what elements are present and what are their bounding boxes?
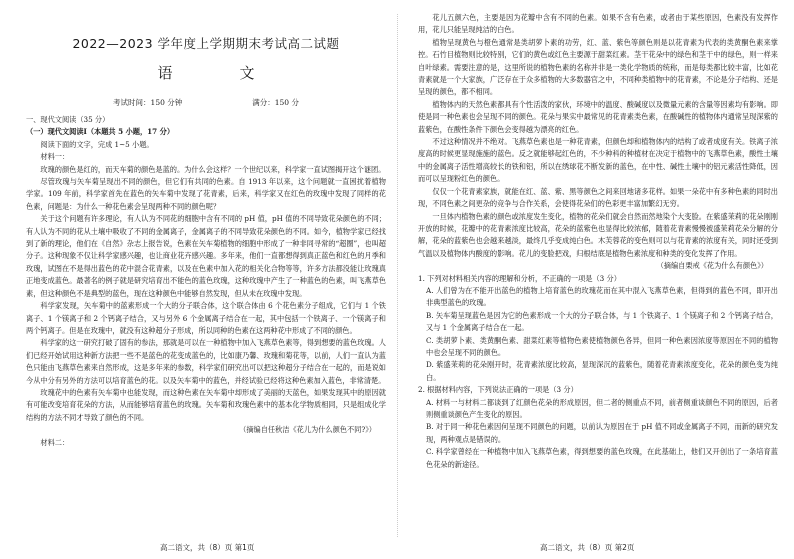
section-heading: 一、现代文阅读（35 分）: [26, 115, 110, 124]
material-one-label: 材料一：: [40, 152, 70, 162]
reading-instruction: 阅读下面的文字，完成 1~5 小题。: [40, 139, 154, 149]
paragraph: 科学家发现，矢车菊中的蓝素形成一个大的分子联合体，这个联合体由 6 个花色素分子组成，它们与 1 个铁离子、1 个镁离子和 2 个钙离子结合，又与另外 6 个金属离子结合在一起，其中包括一个铁离子、一个镁离子和两个钙离子。但是在玫瑰中，就没有这种超分子形成，所以同种的色素在这两种花中形成了不同的颜色。: [26, 301, 386, 335]
full-score: 满分：150 分: [252, 98, 299, 107]
paragraph: 一旦体内植物色素的颜色或浓度发生变化，植物的花朵们就会自然而然地染个大变脸。在紫盛茉莉的花朵刚刚开放的时候，花瓣中的花青素浓度比较高，花朵的蓝紫色也显得比较浓郁，随着花青素慢慢被盛茉莉花朵分解的分解，花朵的蓝紫色也会越来越淡，最终几乎变成纯白色。木芙蓉花的变色则可以与花青素的浓度有关，同时还受到气温以及植物体内酸度的影响。花儿的变脸把戏，归根结底是植物色素浓度和种类的变化发挥了作用。: [418, 211, 778, 258]
right-column: [418, 12, 778, 471]
question-2-option-b: B. 对于同一种花色素因何呈现不同颜色的问题，以前认为原因在于 pH 值不同或金属离子不同，而新的研究发现，两种观点是错误的。: [426, 422, 778, 444]
left-column: [26, 12, 386, 449]
paragraph: 尽管玫瑰与矢车菊呈现出不同的颜色，但它们有共同的色素。自 1913 年以来，这个问题就一直困扰着植物学家。109 年前，科学家首先在蓝色的矢车菊中发现了花青素，后来，科学家又在红色的玫瑰中发现了同样的花色素，问题是：为什么一种花色素会呈现两种不同的颜色呢？: [26, 177, 386, 211]
paragraph: 科学家的这一研究打破了固有的参法，那就是可以在一种植物中加入飞燕草色素等，得到想要的蓝色玫瑰。人们已经开始试用这种新方法把一些不是蓝色的花变成蓝色的，比如康乃馨、玫瑰和菊花等，以前，人们一直认为蓝色只能由飞燕草色素来自然形成，这是多年来的参数，科学家们研究出可以把这种超分子结合在一起的，而是说如今从中分有另外的方法可以培育蓝色的花。以及矢车菊中的蓝色，并经试验已经将这种色素加入蓝色，非常清楚。: [26, 338, 386, 385]
citation: （摘编自任秋洁《花儿为什么颜色不同?》）: [239, 425, 376, 435]
paragraph: 玫瑰花中的色素有矢车菊中也能发现，而这种色素在矢车菊中却形成了美丽的天蓝色，如果发现其中的原因就有可能改变培育花朵的方法，从而能够培育蓝色的玫瑰。矢车菊和玫瑰色素中的基本化学物质相同，只是组成化学结构的方法不同才导致了颜色的不同。: [26, 387, 386, 422]
question-1: 1. 下列对材料相关内容的理解和分析，不正确的一项是（3 分）: [418, 273, 621, 283]
paragraph: 仅仅一个花青素家族，就能在红、蓝、紫、黑等颜色之间来回地诸多花样。如果一朵花中有多种色素的同时出现，不同色素之间更杂的竞争与合作关系，会使得花朵们的色彩更丰富加繁幻无穷。: [418, 186, 778, 209]
paragraph: 玫瑰的颜色是红的，而天车菊的颜色是蓝的。为什么会这样？一个世纪以来，科学家一直试图揭开这个谜团。: [40, 164, 386, 174]
paragraph: 关于这个问题有许多理论，有人认为不同花的细胞中含有不同的 pH 值，pH 值的不同导致花朵颜色的不同；有人认为不同的花从土壤中吸收了不同的金属离子，金属离子的不同导致花朵颜色的不同。如今，植物学家已经找到了新的理论，他们在《自然》杂志上报告说，色素在矢车菊植物的细胞中形成了一种非同寻常的“超圈”，也叫超分子。这种现象不仅让科学家感兴趣，也让商业花卉感兴趣。多年来，他们一直都想得到真正蓝色和红色的月季和玫瑰，试图在不是得出蓝色的花中混合花青素，以及在色素中加入花的相关化合物等等，许多方法都没能让玫瑰真正地变成蓝色。最著名的例子就是研究培育出不能色的蓝色玫瑰，这种玫瑰中产生了一种蓝色的色素，叫飞燕草色素，但这种颜色不是典型的蓝色，现在这种颜色中能够自然发现，但从未在玫瑰中发现。: [26, 214, 386, 298]
paragraph: 植物体内的天然色素都具有个性活泼的家伙，环境中的温度、酸碱度以及微量元素的含量等因素均有影响。即使是同一种色素也会呈现不同的颜色。花朵与果实中最常见的花青素类色素，在酸碱性的植物体内通常呈现深紫的蓝紫色，在酸性条件下颜色会变得越为漂亮的红色。: [418, 99, 778, 134]
question-1-option-b: B. 矢车菊呈现蓝色是因为它的色素形成一个大的分子联合体，与 1 个铁离子、1 个镁离子和 2 个钙离子结合，又与 1 个金属离子结合在一起。: [426, 310, 778, 333]
column-divider: [397, 14, 398, 537]
exam-time: 考试时间：150 分钟: [113, 98, 183, 107]
paragraph: 花儿五颜六色，主要是因为花瓣中含有不同的色素。如果不含有色素，或者由于某些原因，色素没有发挥作用，花儿只能呈现纯洁的白色。: [418, 13, 778, 35]
question-1-option-d: D. 紫盛茉莉的花朵刚开时，花青素浓度比较高，显现深沉的蓝紫色，随着花青素浓度变化，花朵的颜色变为纯白。: [426, 360, 778, 382]
subsection-heading: （一）现代文阅读Ⅰ（本题共 5 小题，17 分）: [26, 127, 175, 137]
paragraph: 不过这种情况并不绝对。飞燕草色素也是一种花青素，但颜色却和植物体内的结构了或者成度有关。铁离子浓度高的时候更显现施施的蓝色。反之就能够起红色的，不少种科的种植材在决定于植物中的飞燕草色素，酸性土壤中的金属离子活性增高较长的铁和铝，所以在绣球花不断发新的蓝色，在中性、碱性土壤中的铝元素活性降低，因而可以呈现粉红色的颜色。: [418, 137, 778, 184]
question-1-option-a: A. 人们曾为在不能开出蓝色的植物上培育蓝色的玫瑰花而在其中混入飞燕草色素，但得到的蓝色不同，即开出非典型蓝色的玫瑰。: [426, 285, 778, 308]
paragraph: 植物呈现黄色与橙色通常是类胡萝卜素的功劳，红、蓝、紫色等颜色则是以花青素为代表的类黄酮色素来掌控。石竹目植物则比较特别，它们的黄色或红色主要源于甜菜红素。茎干花朵中的绿色和茎干中的绿色，则一样来自叶绿素。需要注意的是，这里所说的植物色素的名称并非是一类化学物质的统称，而是每类都比较丰富，比如花青素就是一个大家族，广泛存在于众多植物的大多数器官之中，不同种类植物中的花青素，不论是分子结构、还是呈现的颜色，都不相同。: [418, 37, 778, 97]
question-1-option-c: C. 类胡萝卜素、类黄酮色素、甜菜红素等植物色素使植物颜色各异，但同一种色素因浓度等原因在不同的植物中也会呈现不同的颜色。: [426, 335, 778, 357]
citation: （摘编自栗戒《花为什么有颜色》）: [656, 261, 768, 271]
page-footer-left: 高二语文，共（8）页 第1页: [160, 543, 255, 552]
material-two-label: 材料二：: [40, 437, 70, 447]
question-2-option-c: C. 科学家曾经在一种植物中加入飞燕草色素，得到想要的蓝色玫瑰，在此基础上，他们又开创出了一条培育蓝色花朵的新途径。: [426, 447, 778, 469]
question-2: 2. 根据材料内容，下列说法正确的一项是（3 分）: [418, 385, 578, 395]
exam-info: [26, 97, 386, 108]
question-2-option-a: A. 材料一与材料二都谈到了红颜色花朵的形成原因，但二者的侧重点不同，前者侧重谈颜色不同的原因，后者则侧重谈颜色产生变化的原因。: [426, 397, 778, 419]
subject-title: 语 文: [157, 64, 281, 82]
page-footer-right: 高二语文，共（8）页 第2页: [540, 543, 635, 552]
exam-title: 2022—2023 学年度上学期期末考试高二试题: [72, 36, 340, 51]
